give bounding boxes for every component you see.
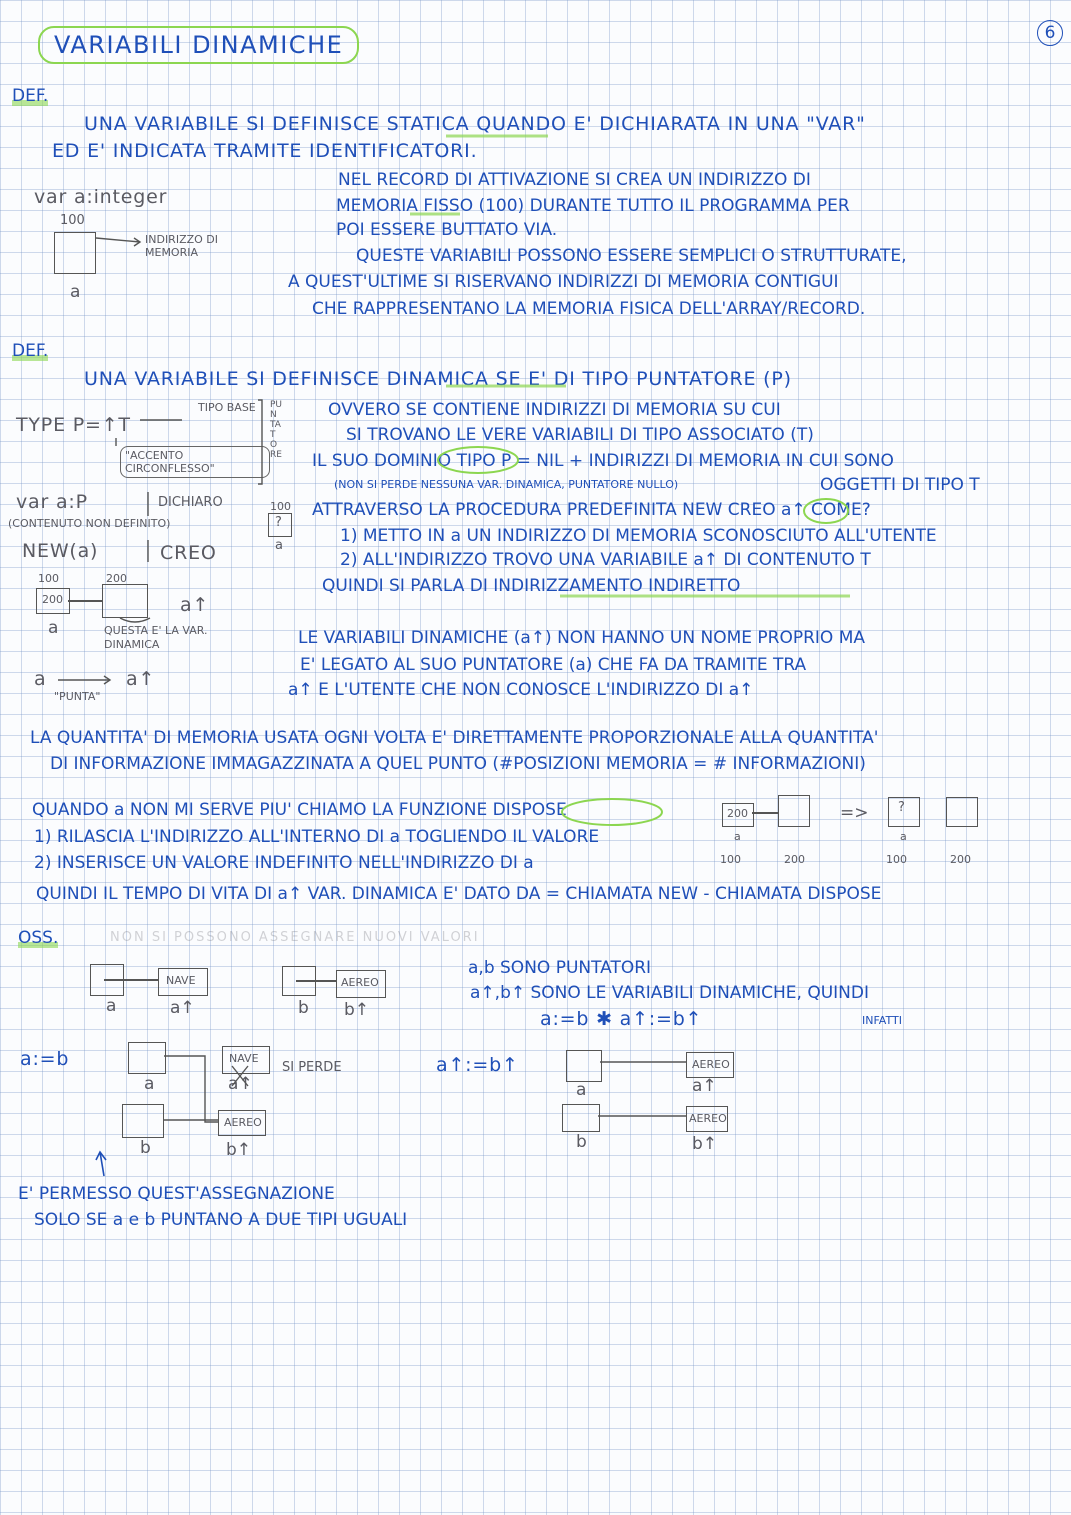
def2-line5b: OGGETTI DI TIPO T bbox=[820, 475, 980, 495]
dispose-addr1: 100 bbox=[720, 853, 741, 866]
dispose-step1: 1) RILASCIA L'INDIRIZZO ALL'INTERNO DI a TOGLIENDO IL VALORE bbox=[34, 827, 600, 847]
oss-bp-label: b↑ bbox=[344, 1000, 370, 1020]
oss2-aereo-label: AEREO bbox=[224, 1116, 262, 1129]
diagram2-addr-cell: 100 bbox=[270, 500, 291, 513]
def1-line6: QUESTE VARIABILI POSSONO ESSERE SEMPLICI O STRUTTURATE, bbox=[356, 246, 907, 266]
oss3-aereo-label-2: AEREO bbox=[689, 1112, 727, 1125]
oss2-ap-label: a↑ bbox=[228, 1074, 253, 1094]
diagram1-var-name: a bbox=[70, 282, 81, 302]
undefined-qmark: ? bbox=[275, 515, 282, 530]
def1-line4: MEMORIA FISSO (100) DURANTE TUTTO IL PROGRAMMA PER bbox=[336, 196, 850, 216]
diagram1-arrow-label: INDIRIZZO DI MEMORIA bbox=[145, 233, 219, 259]
oss-line1: a,b SONO PUNTATORI bbox=[468, 958, 652, 978]
def2-step2: 2) ALL'INDIRIZZO TROVO UNA VARIABILE a↑ DI CONTENUTO T bbox=[340, 550, 871, 570]
def2-label: DEF. bbox=[12, 341, 49, 361]
oss-nave-label: NAVE bbox=[166, 974, 196, 987]
def2-step1: 1) METTO IN a UN INDIRIZZO DI MEMORIA SCONOSCIUTO ALL'UTENTE bbox=[340, 526, 937, 546]
oss2-nave-label: NAVE bbox=[229, 1052, 259, 1065]
def1-line1: UNA VARIABILE SI DEFINISCE STATICA QUANDO E' DICHIARATA IN UNA "VAR" bbox=[84, 113, 866, 135]
diagram2-addr-a: 100 bbox=[38, 572, 59, 585]
page-title: VARIABILI DINAMICHE bbox=[38, 26, 359, 64]
def1-line3: NEL RECORD DI ATTIVAZIONE SI CREA UN INDIRIZZO DI bbox=[338, 170, 811, 190]
diagram1-address: 100 bbox=[60, 213, 85, 228]
def1-line7: A QUEST'ULTIME SI RISERVANO INDIRIZZI DI MEMORIA CONTIGUI bbox=[288, 272, 839, 292]
def2-line3: SI TROVANO LE VERE VARIABILI DI TIPO ASSOCIATO (T) bbox=[346, 425, 814, 445]
dispose-addr2: 200 bbox=[784, 853, 805, 866]
para3-line2: E' LEGATO AL SUO PUNTATORE (a) CHE FA DA TRAMITE TRA bbox=[300, 655, 807, 675]
oss3-b-label: b bbox=[576, 1132, 587, 1152]
oss3-a-label: a bbox=[576, 1080, 587, 1100]
creo-label: CREO bbox=[160, 542, 217, 564]
para4-line2: DI INFORMAZIONE IMMAGAZZINATA A QUEL PUNTO (#POSIZIONI MEMORIA = # INFORMAZIONI) bbox=[50, 754, 866, 774]
dispose-arrow: => bbox=[840, 803, 869, 823]
def-label: DEF. bbox=[12, 86, 49, 106]
pointer-cell-value: 200 bbox=[42, 593, 63, 606]
dispose-line1: QUANDO a NON MI SERVE PIU' CHIAMO LA FUNZIONE DISPOSE bbox=[32, 800, 567, 820]
new-call: NEW(a) bbox=[22, 540, 99, 562]
diagram2-label-ap: a↑ bbox=[180, 594, 210, 616]
oss-line2: a↑,b↑ SONO LE VARIABILI DINAMICHE, QUINDI bbox=[470, 983, 869, 1003]
dispose-qmark: ? bbox=[898, 800, 905, 815]
punta-label: "PUNTA" bbox=[54, 690, 101, 703]
oss-faded-text: NON SI POSSONO ASSEGNARE NUOVI VALORI bbox=[110, 930, 480, 945]
para4-line1: LA QUANTITA' DI MEMORIA USATA OGNI VOLTA E' DIRETTAMENTE PROPORZIONALE ALLA QUANTITA' bbox=[30, 728, 879, 748]
def2-line2: OVVERO SE CONTIENE INDIRIZZI DI MEMORIA SU CUI bbox=[328, 400, 781, 420]
dispose-line4: QUINDI IL TEMPO DI VITA DI a↑ VAR. DINAMICA E' DATO DA = CHIAMATA NEW - CHIAMATA DISPOSE bbox=[36, 884, 882, 904]
def2-line7: QUINDI SI PARLA DI INDIRIZZAMENTO INDIRETTO bbox=[322, 576, 741, 596]
dichiaro-label: DICHIARO bbox=[158, 495, 223, 510]
oss-line3: a:=b ✱ a↑:=b↑ bbox=[540, 1008, 703, 1030]
para3-line1: LE VARIABILI DINAMICHE (a↑) NON HANNO UN NOME PROPRIO MA bbox=[298, 628, 865, 648]
type-declaration: TYPE P=↑T bbox=[16, 414, 131, 436]
permesso-line2: SOLO SE a e b PUNTANO A DUE TIPI UGUALI bbox=[34, 1210, 408, 1230]
diagram2-addr-b: 200 bbox=[106, 572, 127, 585]
oss2-b-label: b bbox=[140, 1138, 151, 1158]
oss-a-label: a bbox=[106, 996, 117, 1016]
var-p-declaration: var a:P bbox=[16, 491, 88, 513]
accento-label: "ACCENTO CIRCONFLESSO" bbox=[120, 446, 270, 478]
oss-assign1: a:=b bbox=[20, 1048, 70, 1070]
dispose-addr4: 200 bbox=[950, 853, 971, 866]
page-number: 6 bbox=[1037, 20, 1063, 46]
oss-b-label: b bbox=[298, 998, 309, 1018]
def1-line5: POI ESSERE BUTTATO VIA. bbox=[336, 220, 558, 240]
oss3-ap-label: a↑ bbox=[692, 1076, 717, 1096]
undefined-cell-label: a bbox=[275, 538, 283, 553]
def2-line4: IL SUO DOMINIO TIPO P = NIL + INDIRIZZI DI MEMORIA IN CUI SONO bbox=[312, 451, 894, 471]
def1-line8: CHE RAPPRESENTANO LA MEMORIA FISICA DELL'ARRAY/RECORD. bbox=[312, 299, 866, 319]
tipo-base-label: TIPO BASE bbox=[198, 401, 256, 414]
dispose-cell-value: 200 bbox=[727, 807, 748, 820]
dispose-label-a: a bbox=[734, 830, 741, 843]
dispose-label-a2: a bbox=[900, 830, 907, 843]
oss2-bp-label: b↑ bbox=[226, 1140, 252, 1160]
oss-aereo-label: AEREO bbox=[341, 976, 379, 989]
def2-line5: (NON SI PERDE NESSUNA VAR. DINAMICA, PUNTATORE NULLO) bbox=[334, 478, 679, 491]
oss-label: OSS. bbox=[18, 928, 59, 948]
punta-to: a↑ bbox=[126, 668, 156, 690]
def1-line2: ED E' INDICATA TRAMITE IDENTIFICATORI. bbox=[52, 140, 478, 162]
contenuto-label: (CONTENUTO NON DEFINITO) bbox=[8, 517, 171, 530]
side-vertical-label: PUNTATORE bbox=[270, 400, 283, 460]
def2-line6: ATTRAVERSO LA PROCEDURA PREDEFINITA NEW CREO a↑ COME? bbox=[312, 500, 871, 520]
oss-assign2: a↑:=b↑ bbox=[436, 1054, 519, 1076]
dispose-step2: 2) INSERISCE UN VALORE INDEFINITO NELL'INDIRIZZO DI a bbox=[34, 853, 534, 873]
dispose-addr3: 100 bbox=[886, 853, 907, 866]
permesso-line1: E' PERMESSO QUEST'ASSEGNAZIONE bbox=[18, 1184, 335, 1204]
punta-from: a bbox=[34, 668, 47, 690]
oss-ap-label: a↑ bbox=[170, 998, 195, 1018]
oss3-bp-label: b↑ bbox=[692, 1134, 718, 1154]
dynamic-var-note: QUESTA E' LA VAR. DINAMICA bbox=[104, 624, 208, 651]
oss3-aereo-label-1: AEREO bbox=[692, 1058, 730, 1071]
oss2-si-perde: SI PERDE bbox=[282, 1060, 342, 1075]
para3-line3: a↑ E L'UTENTE CHE NON CONOSCE L'INDIRIZZO DI a↑ bbox=[288, 680, 754, 700]
diagram2-label-a: a bbox=[48, 618, 59, 638]
oss-infatti: INFATTI bbox=[862, 1014, 902, 1027]
def2-line1: UNA VARIABILE SI DEFINISCE DINAMICA SE E' DI TIPO PUNTATORE (P) bbox=[84, 368, 792, 390]
diagram1-declaration: var a:integer bbox=[34, 186, 168, 208]
oss2-a-label: a bbox=[144, 1074, 155, 1094]
